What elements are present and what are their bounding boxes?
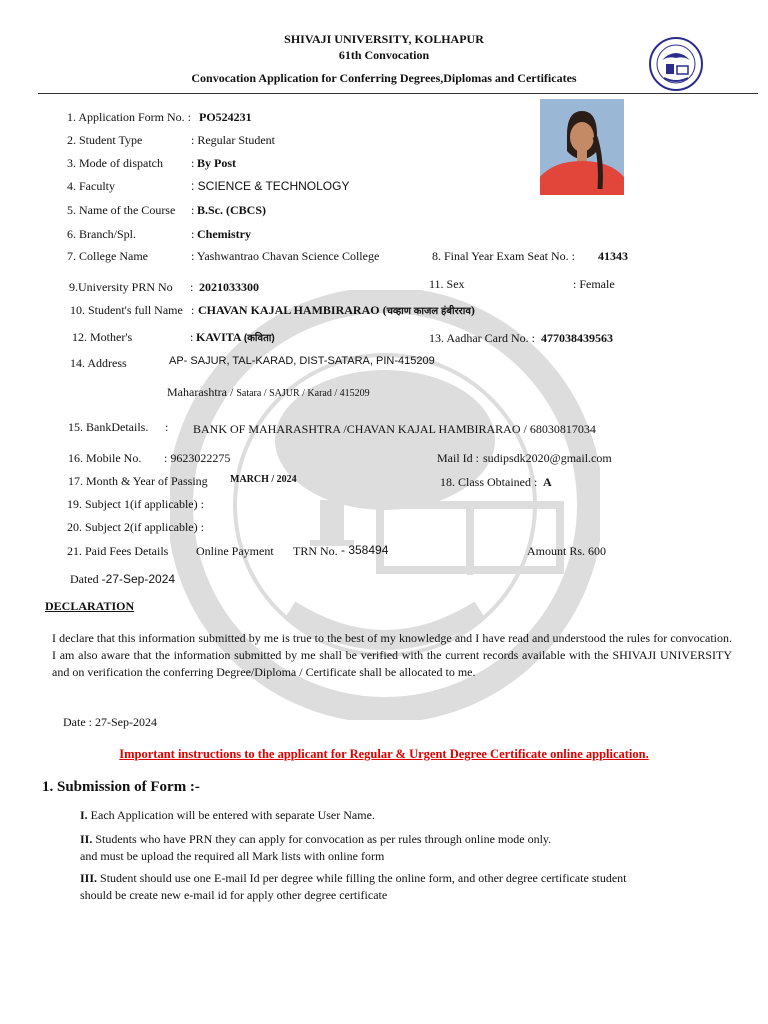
address-state: Maharashtra /: [167, 385, 234, 399]
college-label: 7. College Name: [67, 249, 148, 263]
instruction-item: [80, 870, 627, 904]
amount-label: Amount Rs. 600: [527, 544, 607, 558]
college-value: : Yashwantrao Chavan Science College: [191, 249, 380, 263]
bank-colon: :: [165, 420, 169, 434]
branch-value: Chemistry: [197, 227, 251, 241]
app-form-value: PO524231: [199, 110, 252, 124]
form-title: Convocation Application for Conferring Degrees,Diplomas and Certificates: [191, 71, 577, 85]
mobile-label: 16. Mobile No.: [68, 451, 142, 465]
address-line1: AP- SAJUR, TAL-KARAD, DIST-SATARA, PIN-415209: [169, 355, 435, 367]
seat-label: 8. Final Year Exam Seat No. :: [432, 249, 575, 263]
dated-label: Dated -: [70, 572, 106, 586]
convocation-number: 61th Convocation: [338, 48, 430, 62]
faculty-label: 4. Faculty: [67, 179, 115, 193]
mother-marathi: (कविता): [243, 333, 275, 344]
aadhar-value: 477038439563: [541, 331, 613, 345]
full-name-label: 10. Student's full Name: [70, 303, 183, 317]
app-form-label: 1. Application Form No. :: [67, 110, 191, 124]
sex-value: : Female: [573, 277, 615, 291]
mail-value: sudipsdk2020@gmail.com: [483, 451, 612, 465]
course-label: 5. Name of the Course: [67, 203, 176, 217]
aadhar-label: 13. Aadhar Card No. :: [429, 331, 535, 345]
instruction-item: [80, 831, 551, 865]
full-name-english: CHAVAN KAJAL HAMBIRARAO (: [198, 303, 387, 317]
trn-label: TRN No.: [293, 544, 338, 558]
student-type-value: : Regular Student: [191, 133, 275, 147]
dated-value: 27-Sep-2024: [105, 572, 176, 586]
address-line2: [167, 385, 370, 400]
instruction-item: [80, 807, 375, 824]
address-label: 14. Address: [70, 356, 127, 370]
mother-label: 12. Mother's: [72, 330, 133, 344]
university-name: SHIVAJI UNIVERSITY, KOLHAPUR: [284, 32, 484, 46]
instruction-number: III.: [80, 871, 98, 885]
instruction-line1: Each Application will be entered with separate User Name.: [90, 808, 375, 822]
university-seal-icon: [648, 36, 704, 92]
header-divider: [38, 93, 758, 94]
subject1-label: 19. Subject 1(if applicable) :: [67, 497, 204, 511]
passing-value: MARCH / 2024: [230, 474, 297, 485]
mother-english: KAVITA: [196, 330, 241, 344]
full-name-close: ): [470, 303, 475, 317]
full-name-marathi: चव्हाण काजल हंबीरराव: [386, 306, 471, 317]
sex-label: 11. Sex: [429, 277, 465, 291]
mobile-value: : 9623022275: [164, 451, 231, 465]
instruction-line1: Students who have PRN they can apply for convocation as per rules through online mode only.: [95, 832, 552, 846]
prn-colon: :: [190, 280, 194, 294]
course-value: B.Sc. (CBCS): [197, 203, 267, 217]
instruction-line1: Student should use one E-mail Id per degree while filling the online form, and other degree certificate student: [100, 871, 627, 885]
mother-value: [196, 330, 275, 345]
instruction-number: II.: [80, 832, 93, 846]
trn-value: - 358494: [341, 543, 389, 557]
declaration-heading: DECLARATION: [45, 599, 135, 613]
subject2-label: 20. Subject 2(if applicable) :: [67, 520, 204, 534]
instruction-line2: should be create new e-mail id for apply other degree certificate: [80, 888, 388, 902]
dispatch-value: By Post: [197, 156, 236, 170]
dispatch-label: 3. Mode of dispatch: [67, 156, 163, 170]
prn-value: 2021033300: [199, 280, 259, 294]
branch-label: 6. Branch/Spl.: [67, 227, 136, 241]
dated: [70, 572, 175, 587]
instruction-number: I.: [80, 808, 88, 822]
mother-colon: :: [190, 330, 194, 344]
class-label: 18. Class Obtained :: [440, 475, 538, 489]
faculty-value: : SCIENCE & TECHNOLOGY: [191, 179, 350, 193]
prn-label: 9.University PRN No: [69, 280, 173, 294]
section-title: 1. Submission of Form :-: [42, 779, 200, 795]
branch-colon: :: [191, 227, 195, 241]
fees-label: 21. Paid Fees Details: [67, 544, 169, 558]
passing-label: 17. Month & Year of Passing: [68, 474, 208, 488]
declaration-text: I declare that this information submitted by me is true to the best of my knowledge and I have read and understood the rules for convocation. I am also aware that the information submitted by me shall be verified with the current records available with the SHIVAJI UNIVERSITY and on verification the conferring Degree/Diploma / Certificate shall be allocated to me.: [52, 631, 732, 679]
mail-label: Mail Id :: [437, 451, 479, 465]
full-name-colon: :: [191, 303, 195, 317]
seat-value: 41343: [598, 249, 628, 263]
address-district: Satara / SAJUR / Karad / 415209: [236, 388, 370, 399]
instruction-line2: and must be upload the required all Mark lists with online form: [80, 849, 385, 863]
class-value: A: [543, 475, 552, 489]
full-name-value: [198, 303, 475, 318]
student-photo: [540, 99, 624, 195]
dispatch-colon: :: [191, 156, 195, 170]
course-colon: :: [191, 203, 195, 217]
declaration-date: Date : 27-Sep-2024: [63, 715, 157, 729]
important-instructions: Important instructions to the applicant for Regular & Urgent Degree Certificate online application.: [119, 747, 649, 761]
bank-label: 15. BankDetails.: [68, 420, 149, 434]
bank-value: BANK OF MAHARASHTRA /CHAVAN KAJAL HAMBIRARAO / 68030817034: [193, 422, 596, 436]
student-type-label: 2. Student Type: [67, 133, 143, 147]
fees-mode: Online Payment: [196, 544, 274, 558]
